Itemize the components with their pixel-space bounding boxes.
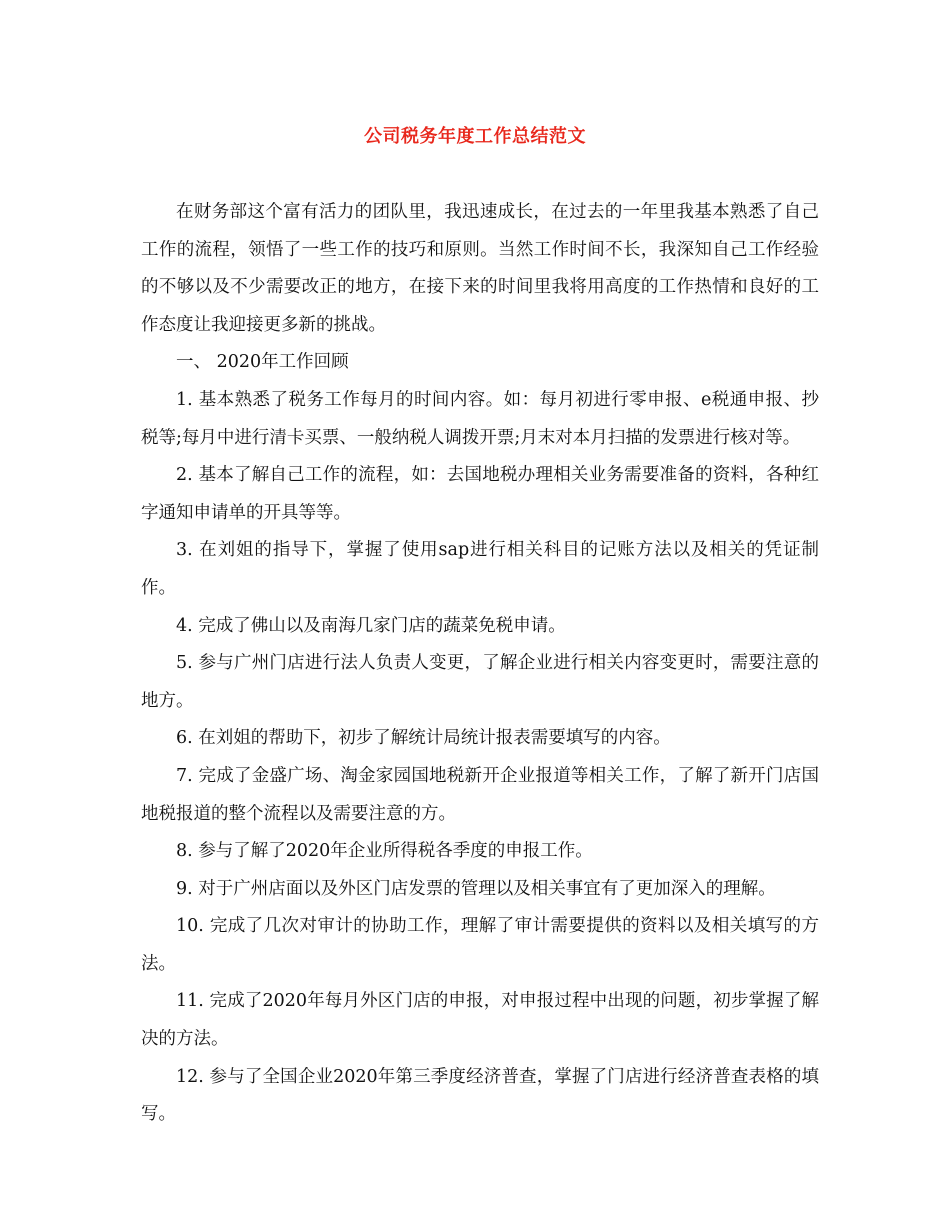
list-item: 4. 完成了佛山以及南海几家门店的蔬菜免税申请。 — [176, 615, 566, 636]
list-item: 6. 在刘姐的帮助下，初步了解统计局统计报表需要填写的内容。 — [176, 728, 671, 749]
intro-paragraph: 在财务部这个富有活力的团队里，我迅速成长，在过去的一年里我基本熟悉了自己工作的流程，领悟了一些工作的技巧和原则。当然工作时间不长，我深知自己工作经验的不够以及不少需要改正的地方，在接下来的时间里我将用高度的工作热情和良好的工作态度让我迎接更多新的挑战。 — [141, 202, 819, 335]
document-title: 公司税务年度工作总结范文 — [364, 126, 586, 147]
list-item: 5. 参与广州门店进行法人负责人变更，了解企业进行相关内容变更时，需要注意的地方。 — [141, 653, 819, 711]
list-item: 11. 完成了2020年每月外区门店的申报，对申报过程中出现的问题，初步掌握了解决的方法。 — [141, 991, 819, 1050]
list-item: 10. 完成了几次对审计的协助工作，理解了审计需要提供的资料以及相关填写的方法。 — [141, 916, 819, 974]
list-item: 2. 基本了解自己工作的流程，如：去国地税办理相关业务需要准备的资料，各种红字通知申请单的开具等等。 — [141, 465, 819, 523]
list-item: 7. 完成了金盛广场、淘金家园国地税新开企业报道等相关工作，了解了新开门店国地税报道的整个流程以及需要注意的方。 — [141, 765, 819, 824]
document-body — [141, 194, 819, 1134]
list-item: 8. 参与了解了2020年企业所得税各季度的申报工作。 — [176, 841, 593, 862]
list-item: 12. 参与了全国企业2020年第三季度经济普查，掌握了门店进行经济普查表格的填写。 — [141, 1066, 819, 1125]
list-item: 9. 对于广州店面以及外区门店发票的管理以及相关事宜有了更加深入的理解。 — [176, 878, 776, 899]
list-item: 3. 在刘姐的指导下，掌握了使用sap进行相关科目的记账方法以及相关的凭证制作。 — [141, 540, 819, 598]
list-item: 1. 基本熟悉了税务工作每月的时间内容。如：每月初进行零申报、e税通申报、抄税等;每月中进行清卡买票、一般纳税人调拨开票;月末对本月扫描的发票进行核对等。 — [141, 389, 819, 448]
section-heading: 一、 2020年工作回顾 — [176, 352, 349, 373]
